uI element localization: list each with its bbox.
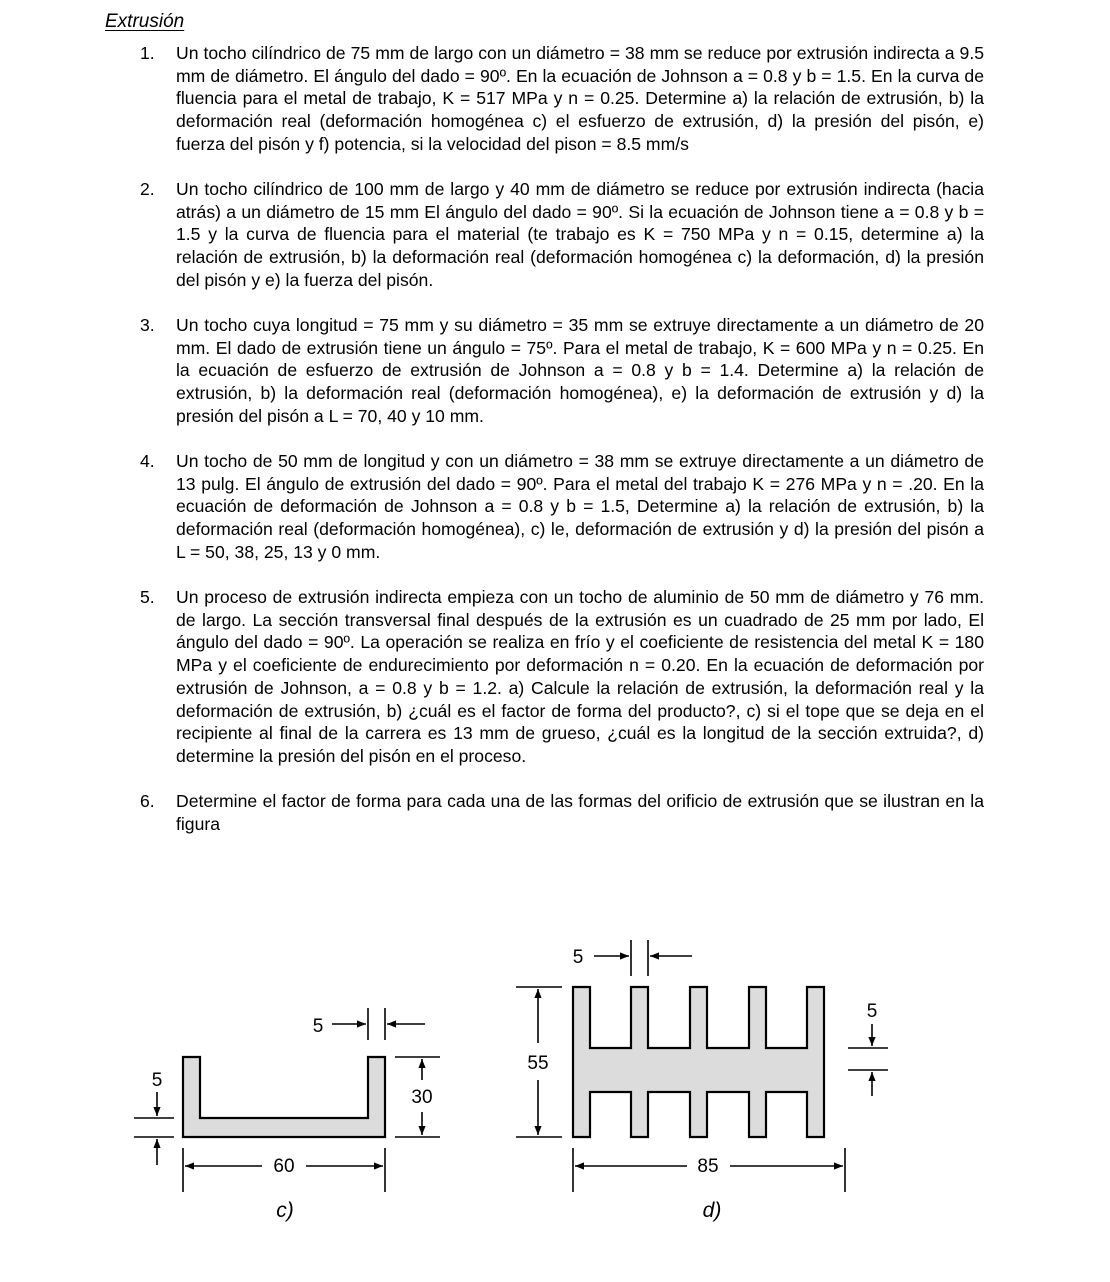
figure-caption-c: c) <box>276 1199 294 1222</box>
comb-profile-d <box>573 987 824 1137</box>
channel-profile-c <box>183 1057 385 1137</box>
dim-label: 85 <box>697 1156 719 1177</box>
dim-label: 5 <box>151 1070 163 1091</box>
dim-label: 5 <box>866 1001 878 1022</box>
page-title: Extrusión <box>105 11 185 32</box>
problem-number: 4. <box>140 451 155 472</box>
dim-label: 5 <box>572 947 584 968</box>
dim-label: 30 <box>411 1087 433 1108</box>
dim-label: 60 <box>273 1156 295 1177</box>
problem-text: Determine el factor de forma para cada una de las formas del orificio de extrusión que se ilustran en la figura <box>176 791 984 834</box>
problem-text: Un tocho cilíndrico de 100 mm de largo y 40 mm de diámetro se reduce por extrusión indirecta (hacia atrás) a un diámetro de 15 mm El ángulo del dado = 90º. Si la ecuación de Johnson tiene a = 0.8 y b = 1.5 y la curva de fluencia para el material (te trabajo es K = 750 MPa y n = 0.15, determine a) la relación de extrusión, b) la deformación real (deformación homogénea c) la deformación, d) la presión del pisón y e) la fuerza del pisón. <box>176 179 984 290</box>
problem-number: 1. <box>140 43 155 63</box>
problem-number: 2. <box>140 179 155 200</box>
problem-text: Un proceso de extrusión indirecta empieza con un tocho de aluminio de 50 mm de diámetro y 76 mm. de largo. La sección transversal final después de la extrusión es un cuadrado de 25 mm por lado, El ángulo del dado = 90º. La operación se realiza en frío y el coeficiente de resistencia del metal K = 180 MPa y el coeficiente de endurecimiento por deformación n = 0.20. En la ecuación de deformación por extrusión de Johnson, a = 0.8 y b = 1.2. a) Calcule la relación de extrusión, la deformación real y la deformación de extrusión, b) ¿cuál es el factor de forma del producto?, c) si el tope que se deja en el recipiente al final de la carrera es 13 mm de grueso, ¿cuál es la longitud de la sección extruida?, d) determine la presión del pisón en el proceso. <box>176 587 984 766</box>
dim-label: 5 <box>312 1016 324 1037</box>
problem-number: 3. <box>140 315 155 336</box>
problem-text: Un tocho de 50 mm de longitud y con un diámetro = 38 mm se extruye directamente a un diámetro de 13 pulg. El ángulo de extrusión del dado = 90º. Para el metal del trabajo K = 276 MPa y n = .20. En la ecuación de deformación de Johnson a = 0.8 y b = 1.5, Determine a) la relación de extrusión, b) la deformación real (deformación homogénea), c) le, deformación de extrusión y d) la presión del pisón a L = 50, 38, 25, 13 y 0 mm. <box>176 451 984 562</box>
figure-caption-d: d) <box>702 1199 722 1222</box>
problem-number: 6. <box>140 791 155 812</box>
problem-number: 5. <box>140 587 155 608</box>
shape-d <box>516 940 888 1192</box>
problem-text: Un tocho cilíndrico de 75 mm de largo con un diámetro = 38 mm se reduce por extrusión indirecta a 9.5 mm de diámetro. El ángulo del dado = 90º. En la ecuación de Johnson a = 0.8 y b = 1.5. En la curva de fluencia para el metal de trabajo, K = 517 MPa y n = 0.25. Determine a) la relación de extrusión, b) la deformación real (deformación homogénea c) el esfuerzo de extrusión, d) la presión del pisón, e) fuerza del pisón y f) potencia, si la velocidad del pison = 8.5 mm/s <box>176 43 984 154</box>
problem-text: Un tocho cuya longitud = 75 mm y su diámetro = 35 mm se extruye directamente a un diámetro de 20 mm. El dado de extrusión tiene un ángulo = 75º. Para el metal de trabajo, K = 600 MPa y n = 0.25. En la ecuación de esfuerzo de extrusión de Johnson a = 0.8 y b = 1.4. Determine a) la relación de extrusión, b) la deformación real (deformación homogénea), e) la deformación de extrusión y d) la presión del pisón a L = 70, 40 y 10 mm. <box>176 315 984 426</box>
dim-label: 55 <box>527 1053 549 1074</box>
